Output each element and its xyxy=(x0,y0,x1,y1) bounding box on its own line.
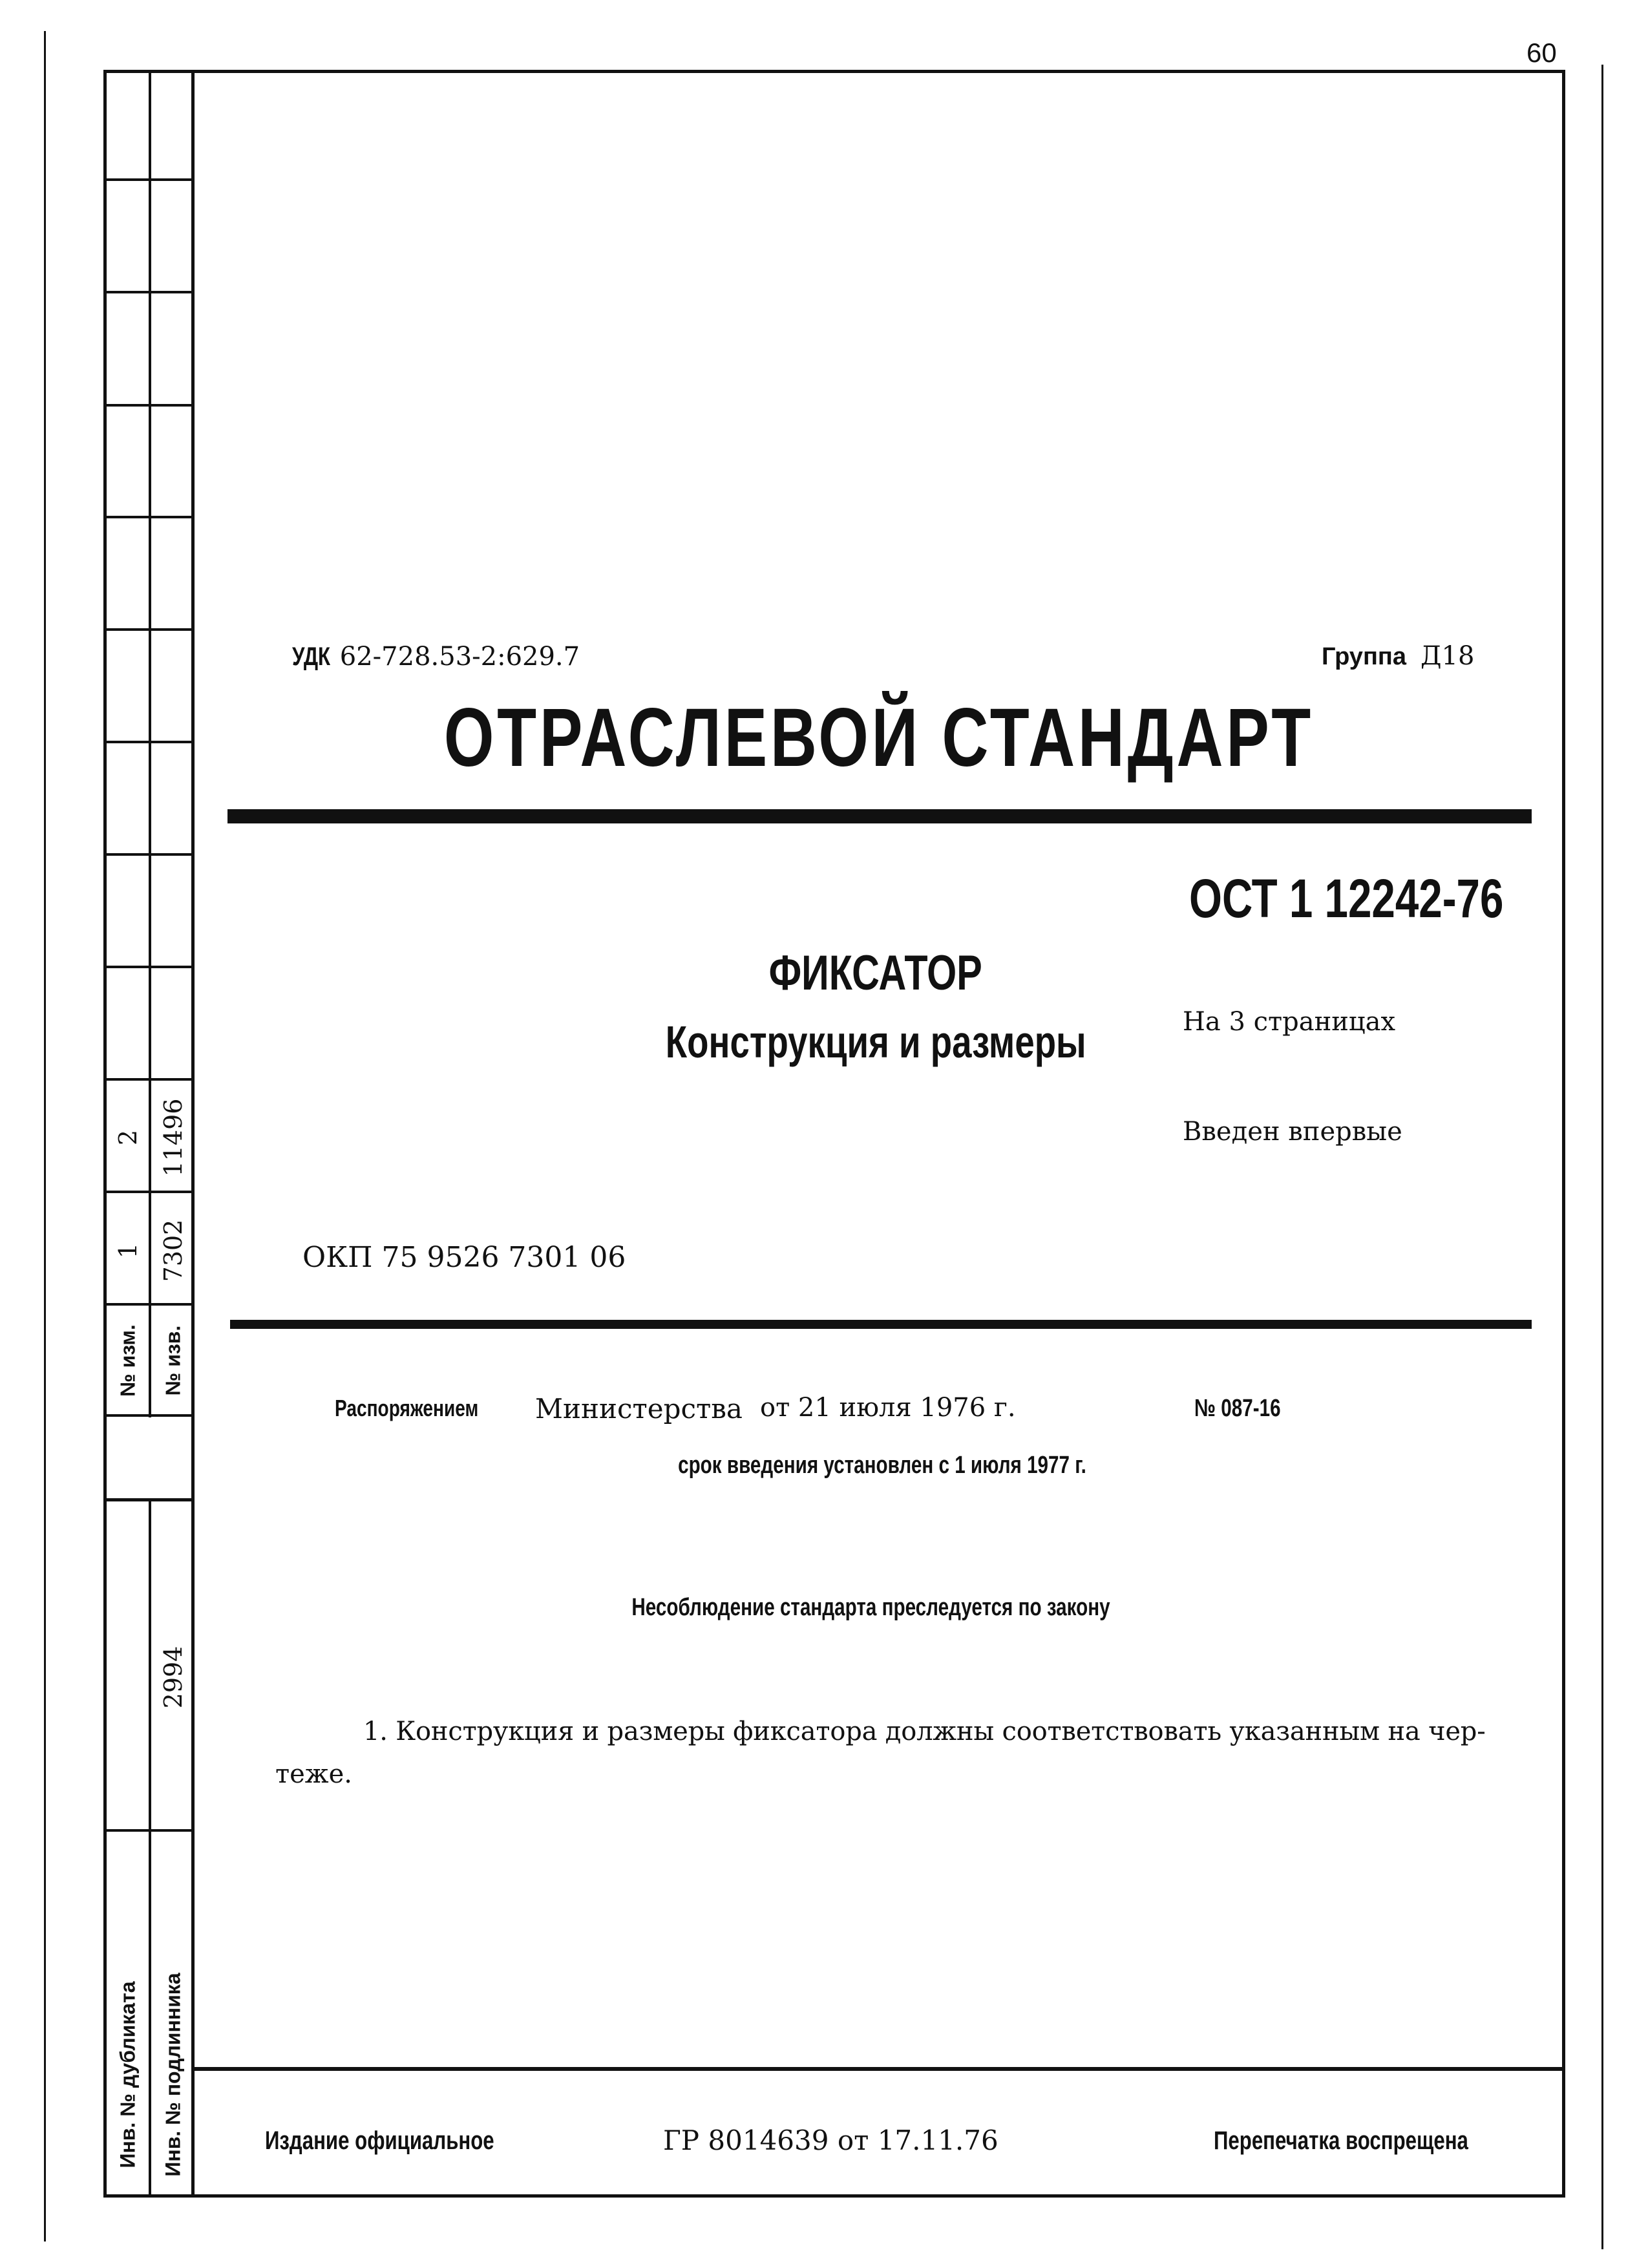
stamp-row-line xyxy=(103,516,195,518)
stamp-row-line xyxy=(103,178,195,181)
udc-line xyxy=(292,641,580,672)
udc-value: 62-728.53-2:629.7 xyxy=(339,642,580,672)
header-title-text: ОТРАСЛЕВОЙ СТАНДАРТ xyxy=(443,692,1315,784)
group-line xyxy=(1322,641,1474,671)
footer-reprint xyxy=(1214,2126,1540,2156)
legal-warning-text: Несоблюдение стандарта преследуется по закону xyxy=(631,1594,1110,1621)
product-subtitle xyxy=(0,1016,1648,1068)
legal-warning xyxy=(0,1594,1648,1622)
stamp-row-line xyxy=(103,1303,195,1306)
stamp-change-label: № изм. xyxy=(116,1324,140,1397)
footer-edition xyxy=(265,2126,559,2156)
footer-rule xyxy=(191,2067,1565,2071)
order-number xyxy=(1194,1395,1305,1423)
order-prefix-text: Распоряжением xyxy=(335,1395,479,1421)
header-rule xyxy=(227,809,1532,823)
group-value: Д18 xyxy=(1420,641,1475,671)
stamp-original-inventory-value: 2994 xyxy=(159,1646,187,1709)
stamp-row-line xyxy=(103,291,195,293)
clause-1-line-1: 1. Конструкция и размеры фиксатора должны соответствовать указанным на чер- xyxy=(363,1717,1486,1746)
product-subtitle-text: Конструкция и размеры xyxy=(665,1017,1086,1067)
okp-code: ОКП 75 9526 7301 06 xyxy=(302,1241,626,1274)
stamp-row-line xyxy=(103,1078,195,1081)
order-number-text: № 087-16 xyxy=(1194,1395,1281,1422)
footer-registration: ГР 8014639 от 17.11.76 xyxy=(663,2125,998,2156)
stamp-lower-mid-line xyxy=(103,1829,195,1832)
pages-note: На 3 страницах xyxy=(1183,1007,1396,1037)
introduced-note: Введен впервые xyxy=(1183,1117,1402,1147)
product-title-text: ФИКСАТОР xyxy=(768,946,983,1001)
stamp-original-inventory-label: Инв. № подлинника xyxy=(161,1973,185,2177)
stamp-row-line xyxy=(103,404,195,407)
order-date: от 21 июля 1976 г. xyxy=(760,1393,1016,1423)
stamp-row-line xyxy=(103,1191,195,1193)
udc-label: УДК xyxy=(292,642,331,671)
product-title xyxy=(0,945,1648,1001)
page-number: 60 xyxy=(1527,37,1557,68)
group-label: Группа xyxy=(1322,643,1406,670)
stamp-notice-label: № изв. xyxy=(161,1325,185,1396)
stamp-duplicate-inventory-label: Инв. № дубликата xyxy=(116,1981,140,2168)
stamp-change-2: 2 xyxy=(114,1129,142,1146)
stamp-notice-11496: 11496 xyxy=(159,1098,187,1177)
stamp-change-1: 1 xyxy=(114,1242,142,1259)
footer-reprint-text: Перепечатка воспрещена xyxy=(1214,2126,1468,2155)
stamp-column-edge xyxy=(191,70,195,2198)
standard-number-text: ОСТ 1 12242-76 xyxy=(1189,868,1504,929)
clause-1-line-2: теже. xyxy=(275,1759,352,1789)
header-title xyxy=(0,690,1648,785)
stamp-row-line xyxy=(103,628,195,631)
okp-rule xyxy=(230,1320,1532,1329)
standard-number xyxy=(1189,867,1592,930)
outer-left-edge xyxy=(44,31,46,2242)
footer-edition-text: Издание официальное xyxy=(265,2126,494,2155)
order-prefix xyxy=(335,1395,519,1422)
stamp-row-line xyxy=(103,853,195,856)
order-authority: Министерства xyxy=(535,1393,743,1425)
stamp-break-line xyxy=(103,1414,195,1417)
order-effective-text: срок введения установлен с 1 июля 1977 г. xyxy=(678,1452,1086,1479)
outer-right-edge xyxy=(1601,65,1603,2249)
order-effective xyxy=(0,1452,1648,1479)
stamp-notice-7302: 7302 xyxy=(159,1219,187,1282)
